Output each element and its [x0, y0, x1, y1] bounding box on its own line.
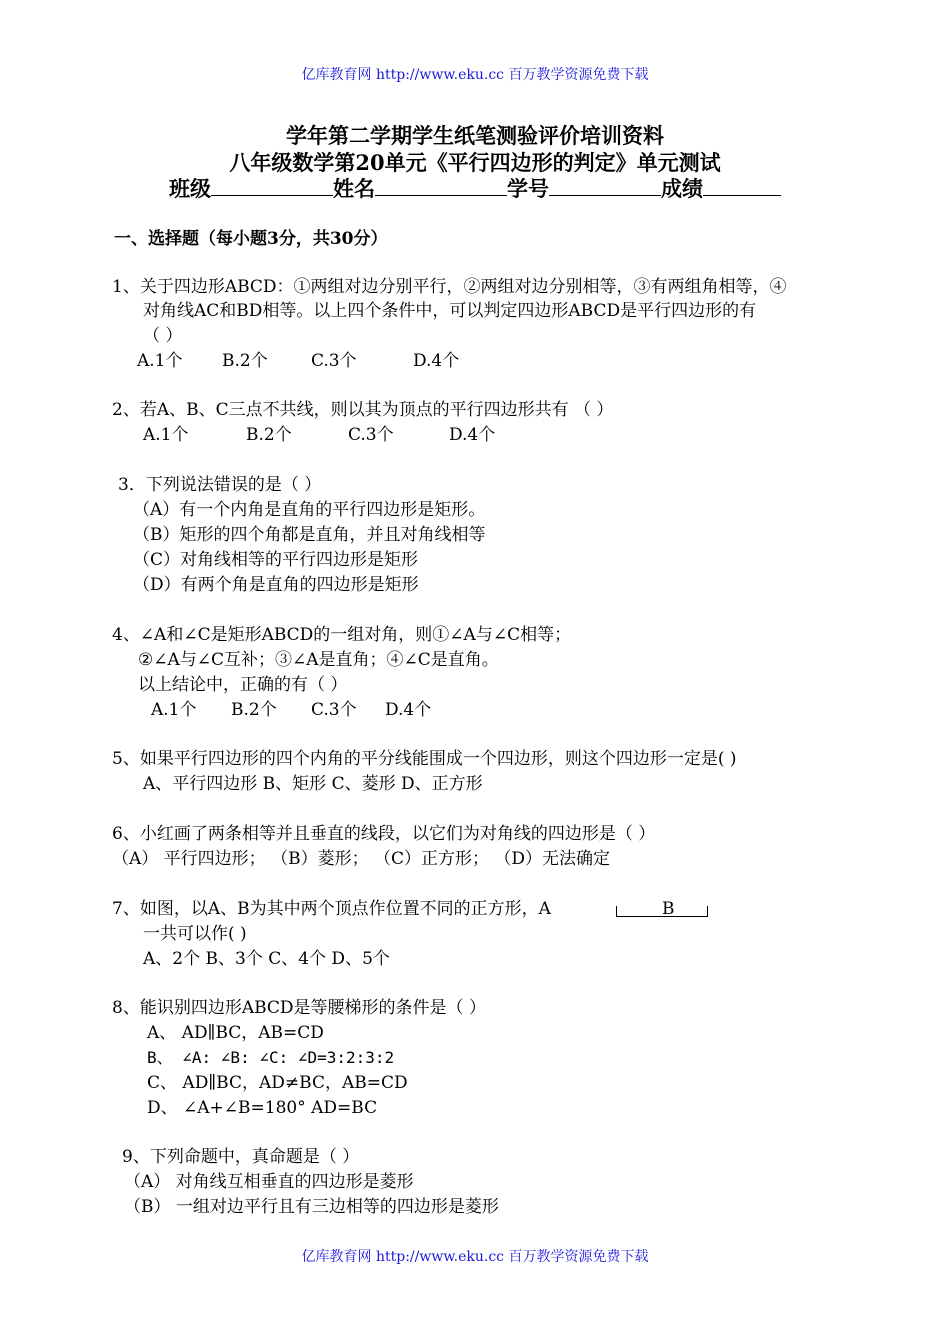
- q2-option-d: D.4个: [449, 425, 496, 445]
- q8-line-1: 8、能识别四边形ABCD是等腰梯形的条件是（ ）: [112, 998, 486, 1018]
- class-label: 班级: [169, 176, 211, 201]
- q1-option-c: C.3个: [311, 351, 357, 371]
- q6-line-1: 6、小红画了两条相等并且垂直的线段，以它们为对角线的四边形是（ ）: [112, 824, 656, 844]
- q4-option-c: C.3个: [311, 700, 357, 720]
- q3-line-1: 3．下列说法错误的是（ ）: [118, 475, 322, 495]
- section-heading: 一、选择题（每小题3分，共30分）: [114, 229, 388, 249]
- q1-line-1: 1、关于四边形ABCD：①两组对边分别平行，②两组对边分别相等，③有两组角相等，④: [112, 277, 787, 297]
- q6-options: （A） 平行四边形； （B）菱形； （C）正方形； （D）无法确定: [112, 849, 611, 869]
- q2-option-b: B.2个: [246, 425, 292, 445]
- q7-line-2: 一共可以作( ): [143, 924, 247, 944]
- q8-option-c: C、 AD∥BC，AD≠BC，AB=CD: [147, 1073, 408, 1093]
- name-blank: [375, 175, 507, 196]
- q9-option-b: （B） 一组对边平行且有三边相等的四边形是菱形: [124, 1197, 499, 1217]
- page-footer: 亿库教育网 http://www.eku.cc 百万教学资源免费下载: [301, 1249, 649, 1265]
- q7-options: A、2个 B、3个 C、4个 D、5个: [143, 949, 390, 969]
- q4-line-3: 以上结论中，正确的有（ ）: [138, 675, 348, 695]
- q8-option-a: A、 AD∥BC，AB=CD: [147, 1023, 324, 1043]
- q1-line-3: （ ）: [143, 326, 183, 346]
- q9-option-a: （A） 对角线互相垂直的四边形是菱形: [124, 1172, 414, 1192]
- q3-option-d: （D）有两个角是直角的四边形是矩形: [133, 575, 419, 595]
- q1-line-2: 对角线AC和BD相等。以上四个条件中，可以判定四边形ABCD是平行四边形的有: [143, 301, 757, 321]
- class-blank: [211, 175, 333, 196]
- student-info-line: [0, 175, 950, 202]
- q8-option-b: B、 ∠A: ∠B: ∠C: ∠D=3:2:3:2: [147, 1048, 395, 1067]
- page-header: 亿库教育网 http://www.eku.cc 百万教学资源免费下载: [301, 67, 649, 83]
- name-label: 姓名: [333, 176, 375, 201]
- score-blank: [703, 175, 781, 196]
- q4-option-a: A.1个: [151, 700, 197, 720]
- q2-line-1: 2、若A、B、C三点不共线，则以其为顶点的平行四边形共有 （ ）: [112, 400, 614, 420]
- q9-line-1: 9、下列命题中，真命题是（ ）: [122, 1147, 360, 1167]
- student-id-blank: [549, 175, 661, 196]
- score-label: 成绩: [661, 176, 703, 201]
- q8-option-d: D、 ∠A+∠B=180° AD=BC: [147, 1098, 378, 1118]
- q5-line-1: 5、如果平行四边形的四个内角的平分线能围成一个四边形，则这个四边形一定是( ): [112, 749, 737, 769]
- title-line-1: 学年第二学期学生纸笔测验评价培训资料: [286, 123, 664, 148]
- q2-option-a: A.1个: [143, 425, 189, 445]
- q3-option-c: （C）对角线相等的平行四边形是矩形: [133, 550, 419, 570]
- q4-option-d: D.4个: [385, 700, 432, 720]
- q1-option-d: D.4个: [413, 351, 460, 371]
- point-b-label: B: [662, 899, 675, 919]
- q4-line-1: 4、∠A和∠C是矩形ABCD的一组对角，则①∠A与∠C相等；: [112, 625, 572, 645]
- q2-option-c: C.3个: [348, 425, 394, 445]
- q4-line-2: ②∠A与∠C互补；③∠A是直角；④∠C是直角。: [138, 650, 499, 670]
- q4-option-b: B.2个: [231, 700, 277, 720]
- q5-options: A、平行四边形 B、矩形 C、菱形 D、正方形: [143, 774, 483, 794]
- q1-option-a: A.1个: [137, 351, 183, 371]
- title-line-2: 八年级数学第20单元《平行四边形的判定》单元测试: [229, 150, 721, 175]
- q3-option-b: （B）矩形的四个角都是直角，并且对角线相等: [133, 525, 486, 545]
- q3-option-a: （A）有一个内角是直角的平行四边形是矩形。: [133, 500, 486, 520]
- student-id-label: 学号: [507, 176, 549, 201]
- q7-line-1: 7、如图，以A、B为其中两个顶点作位置不同的正方形，A: [112, 899, 551, 919]
- q1-option-b: B.2个: [222, 351, 268, 371]
